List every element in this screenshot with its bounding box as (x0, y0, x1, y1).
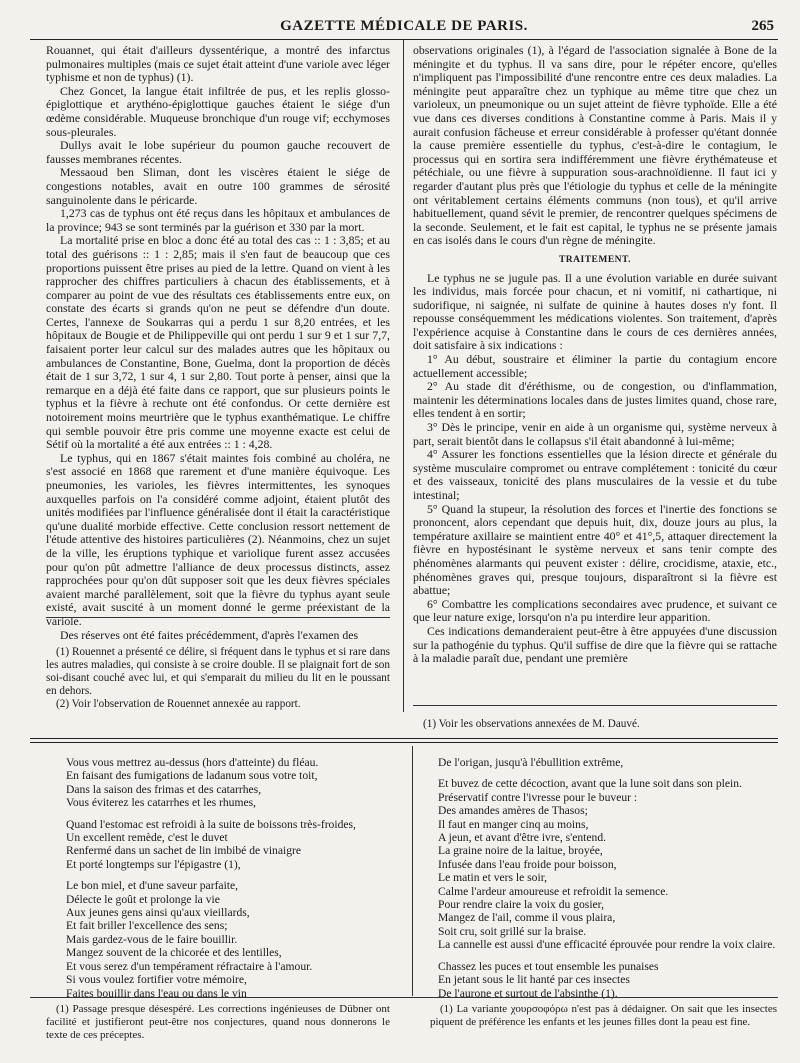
stanza-break (438, 769, 778, 777)
verse-line: Vous éviterez les catarrhes et les rhumes, (66, 796, 257, 810)
verse-line: Si vous voulez fortifier votre mémoire, (66, 973, 247, 987)
footnote: (1) Voir les observations annexées de M. Dauvé. (423, 718, 640, 730)
section-heading: TRAITEMENT. (558, 254, 632, 265)
verse-line: Le bon miel, et d'une saveur parfaite, (66, 879, 239, 893)
verse-line: La cannelle est aussi d'une efficacité éprouvée pour rendre la voix claire. (438, 938, 776, 952)
verse-line: Soit cru, soit grillé sur la braise. (438, 924, 587, 938)
verse-line: Mais gardez-vous de le faire bouillir. (66, 932, 238, 946)
stanza-break (438, 952, 778, 960)
verse-line: Il faut en manger cinq au moins, (438, 817, 589, 831)
paragraph: Ces indications demanderaient peut-être à être appuyées d'une discussion sur la pathogénie du typhus. Qu'il suffise de dire que la fièvre qui se rattache à la maladie paraît due, pendant une première (413, 623, 777, 666)
paragraph: 1° Au début, soustraire et éliminer la partie du contagium encore actuellement accessible; (413, 352, 777, 380)
verse-line: Et vous serez d'un tempérament réfractaire à l'amour. (66, 959, 313, 973)
verse-line: De l'origan, jusqu'à l'ébullition extrême, (438, 756, 624, 769)
verse-line: Faites bouillir dans l'eau ou dans le vin (66, 986, 247, 1000)
footnote: (2) Voir l'observation de Rouennet annexée au rapport. (56, 698, 301, 710)
verse-line: Dans la saison des frimas et des catarrhes, (66, 782, 262, 796)
verse-line: Infusée dans l'eau froide pour boisson, (438, 857, 617, 871)
column-divider (412, 746, 413, 996)
verse-line: En faisant des fumigations de ladanum sous votre toit, (66, 769, 318, 783)
paragraph: Messaoud ben Sliman, dont les viscères étaient le siége de congestions notables, avait en outre 100 grammes de sérosité sanguinolente dans le péricarde. (46, 165, 390, 207)
footnote-rule (30, 997, 778, 998)
paragraph: 3° Dès le principe, venir en aide à un organisme qui, système nerveux à part, serait bientôt dans le collapsus s'il était abandonné à lui-même; (413, 420, 777, 448)
paragraph: 2° Au stade dit d'éréthisme, ou de congestion, ou d'inflammation, maintenir les déterminations locales dans de justes limites quand, chose rare, elles tendent à en sortir; (413, 379, 777, 421)
verse-line: Calme l'ardeur amoureuse et refroidit la semence. (438, 884, 669, 898)
footnote-rule (413, 705, 777, 706)
verse-line: Mangez souvent de la chicorée et des lentilles, (66, 946, 282, 960)
verse-line: Renfermé dans un sachet de lin imbibé de vinaigre (66, 844, 302, 858)
header-rule (30, 39, 778, 40)
paragraph: Des réserves ont été faites précédemment, d'après l'examen des (60, 627, 359, 642)
feuilleton-rule (30, 742, 778, 743)
verse-line: Un excellent remède, c'est le duvet (66, 831, 228, 845)
paragraph: Le typhus ne se jugule pas. Il a une évolution variable en durée suivant les individus, mais forcée pour chacun, et ni vomitif, ni cathartique, ni sudorifique, ni saignée, ni sulfate de quinine à hautes doses n'y font. Il repousse conséquemment les médications violentes. Son traitement, d'après l'expérience acquise à Constantine dans le cours de ces dernières années, doit satisfaire à six indications : (413, 270, 777, 353)
verse-line: Et porté longtemps sur l'épigastre (1), (66, 857, 241, 871)
stanza-break (66, 871, 396, 879)
journal-title: GAZETTE MÉDICALE DE PARIS. (280, 18, 528, 34)
left-footnotes (46, 646, 390, 711)
poem-left-column (66, 756, 396, 1000)
verse-line: Aux jeunes gens ainsi qu'aux vieillards, (66, 906, 250, 920)
feuilleton-rule (30, 738, 778, 739)
column-divider (403, 40, 404, 712)
paragraph: 4° Assurer les fonctions essentielles que la lésion directe et générale du système musculaire compromet ou entrave complétement : tonicité du cœur et des vaisseaux, tonicité des plans musculaires de la vessie et du tube intestinal; (413, 447, 777, 502)
footnote: (1) La variante χουρσοφόρω n'est pas à dédaigner. On sait que les insectes piquent de préférence les enfants et les jeunes filles dont la peau est fine. (430, 1003, 777, 1028)
verse-line: Et fait briller l'excellence des sens; (66, 919, 228, 933)
footnote: (1) Passage presque désespéré. Les corrections ingénieuses de Dübner ont facilité et justifieront peut-être nos conjectures, quand nous donnerons le texte de ces préceptes. (46, 1003, 390, 1041)
paragraph: Rouannet, qui était d'ailleurs dyssentérique, a montré des infarctus pulmonaires multiples (mais ce sujet était atteint d'une variole avec léger typhisme et non de typhus) (1). (46, 43, 390, 85)
verse-line: Mangez de l'ail, comme il vous plaira, (438, 911, 616, 925)
verse-line: La graine noire de la laitue, broyée, (438, 844, 603, 858)
page-header (30, 14, 778, 40)
paragraph: Chez Goncet, la langue était infiltrée de pus, et les replis glosso-épiglottique et arythéno-épiglottique gauches étaient le siége d'un œdème considérable. Muqueuse bronchique d'un rouge vif; ecchymoses sous-pleurales. (46, 83, 390, 139)
verse-line: A jeun, et avant d'être ivre, s'entend. (438, 831, 607, 845)
verse-line: Délecte le goût et prolonge la vie (66, 892, 220, 906)
paragraph: 6° Combattre les complications secondaires avec prudence, et suivant ce que leur nature exige, lorsqu'on n'a pu interdire leur apparition. (413, 596, 777, 625)
verse-line: Des amandes amères de Thasos; (438, 804, 588, 818)
footnote-rule (46, 617, 390, 618)
poem-footnote-right (430, 1003, 777, 1029)
poem-right-column (438, 756, 778, 1000)
paragraph: Le typhus, qui en 1867 s'était maintes fois combiné au choléra, ne s'est associé en 1868 que rarement et d'une manière équivoque. Les pneumonies, les varioles, les fièvres intermittentes, les synoques auxquelles parfois on l'a considéré comme adjoint, étaient plutôt des unités modifiées par l'influence généralisée dont il était la caractéristique qu'une dualité morbide effective. Cette conclusion ressort nettement de l'étude attentive des histoires particulières (2). Néanmoins, chez un sujet de la ville, les éruptions typhique et variolique furent assez accusées pour qu'on pût admettre l'alliance de deux processus distincts, assez rapprochées pour qu'on dût supposer soit que les deux fièvres spéciales avaient marché parallèlement, soit que la fièvre du typhus ayant seule existé, avait suscité à un moment donné le germe préexistant de la variole. (46, 450, 390, 628)
paragraph: Dullys avait le lobe supérieur du poumon gauche recouvert de fausses membranes récentes. (46, 138, 390, 166)
verse-line: Préservatif contre l'ivresse pour le buveur : (438, 790, 638, 804)
verse-line: Et buvez de cette décoction, avant que la lune soit dans son plein. (438, 777, 742, 791)
paragraph: 1,273 cas de typhus ont été reçus dans les hôpitaux et ambulances de la province; 943 se sont terminés par la guérison et 330 par la mort. (46, 206, 390, 234)
footnote: (1) Rouennet a présenté ce délire, si fréquent dans le typhus et si rare dans les autres maladies, qui consiste à se croire double. Il se plaignait fort de son soi-disant couché avec lui, et qui s'emparait du milieu du lit en le poussant en dehors. (46, 646, 390, 697)
verse-line: Pour rendre claire la voix du gosier, (438, 898, 604, 912)
verse-line: Chassez les puces et tout ensemble les punaises (438, 959, 659, 973)
paragraph: La mortalité prise en bloc a donc été au total des cas :: 1 : 3,85; et au total des guérisons :: 1 : 2,85; mais il s'en faut de beaucoup que ces proportions puissent être prises au pied de la lettre. Quand on vient à les rapprocher des chiffres particuliers à chacun des établissements, et à comparer au point de vue des résultats ces établissements entre eux, on constate des écarts si grands qu'on ne peut se défendre d'un doute. Certes, l'annexe de Soukarras qui a perdu 1 sur 8,20 entrées, et les hôpitaux de Bougie et de Philippeville qui ont perdu 1 sur 9 et 1 sur 7,7, faisaient porter leur calcul sur des malades autres que les hôpitaux ou ambulances de Constantine, Bone, Guelma, dont la proportion de décès était de 1 sur 3,72, 1 sur 4, 1 sur 2,80. Tout porte à penser, ainsi que la remarque en a déjà été faite dans ce rapport, que sur plusieurs points le typhus et la fièvre à rechute ont été confondus. Or cette dernière est notoirement moins meurtrière que le typhus exanthématique. Le chiffre qui semble pouvoir être pris comme une moyenne exacte est celui de Sétif où la mortalité a été aux entrées :: 1 : 4,28. (46, 233, 390, 452)
stanza-break (66, 810, 396, 818)
verse-line: Le matin et vers le soir, (438, 871, 547, 885)
right-footnote (413, 718, 777, 731)
paragraph: observations originales (1), à l'égard de l'association signalée à Bone de la méningite et du typhus. Il va sans dire, pour le répéter encore, qu'elles n'impliquent pas l'impossibilité d'une rencontre entre ces deux maladies. La méningite peut apparaître chez un typhique au même titre que chez un varioleux, un pneumonique ou un sujet atteint de fièvre typhoïde. Elle a été vue dans ces diverses conditions à Constantine comme à Paris. Mais il y aurait confusion fâcheuse et erreur considérable à professer qu'étant donnée la cause première essentielle du typhus, c'est-à-dire le contagium, le processus qui en sortira sera indifféremment une fièvre érythémateuse et pétéchiale, ou une fièvre à suppuration sous-arachnoïdienne. Il faut ici y regarder d'autant plus près que l'étiologie du typhus et celle de la méningite ont véritablement certains éléments communs (non tous), et qu'il arrive habituellement, quand sévit le premier, de rencontrer quelques spécimens de la seconde. Seulement, et le fait est capital, le typhus ne se présente jamais en cas isolés dans le cours d'un règne de méningite. (413, 43, 777, 248)
verse-line: Vous vous mettrez au-dessus (hors d'atteinte) du fléau. (66, 756, 319, 769)
paragraph: 5° Quand la stupeur, la résolution des forces et l'inertie des fonctions se prononcent, alors cependant que depuis huit, dix, douze jours au plus, la température axillaire se maintient entre 40° et 41°,5, attaquer directement la fièvre en hypostésinant le système nerveux et sans tenir compte des phénomènes alarmants qui peuvent exister : délire, crocidisme, ataxie, etc., phénomènes graves qui, presque toujours, disparaîtront si la fièvre est abattue; (413, 501, 777, 598)
verse-line: De l'aurone et surtout de l'absinthe (1). (438, 986, 618, 1000)
left-column (46, 44, 390, 642)
right-column (413, 44, 777, 666)
poem-footnote-left (46, 1003, 390, 1041)
verse-line: Quand l'estomac est refroidi à la suite de boissons très-froides, (66, 817, 356, 831)
page-number: 265 (751, 18, 774, 34)
verse-line: En jetant sous le lit hanté par ces insectes (438, 973, 630, 987)
